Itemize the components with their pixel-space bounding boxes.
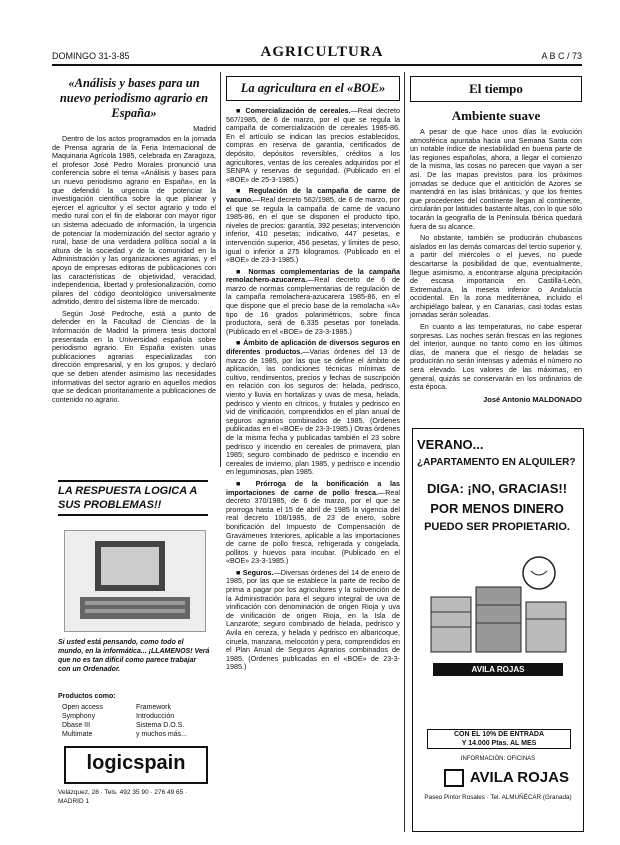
list-item: ■ Regulación de la campaña de carne de vacuno.—Real decreto 562/1985, de 6 de marzo, por el que se regula la campaña de carne de vacuno 1985-86, en el que se disponen el producto tipo, niveles de precios: garantía, 392 pesetas; intervención inferior, 410 pesetas; indicativo, 447 pesetas, e intervención superior, 456 pesetas, y límites de peso, igual o inferior a 275 kilogramos. (Publicado en el «BOE» de 23-3-1985.) (226, 186, 400, 265)
item-title: Seguros. (242, 567, 274, 577)
product-item: Symphony (62, 713, 96, 720)
item-title: Normas complementarias de la campaña remolachero-azucarera. (226, 266, 400, 285)
product-item: y muchos más... (136, 731, 187, 738)
products-right (136, 703, 210, 739)
building-illustration (421, 547, 575, 657)
boe-heading: La agricultura en el «BOE» (226, 76, 400, 101)
computer-image (64, 530, 206, 632)
column-rule (220, 72, 221, 467)
item-text: —Diversas órdenes del 14 de enero de 1985, por las que se establece la parte de recibo de prima a pagar por los agricultores y la subvención de la Administración para el seguro integral de uva de vinificación con denominación de origen Rioja y uva de vinificación de origen Rioja, en la Isla de Lanzarote; seguro combinado de helada, pedrisco y Avila en cereza, y helada y pedrisco en albaricoque, ciruela, manzana, melocotón y pera, comprendidos en el Plan Anual de Seguros Agrarios combinados de 1985. (Ordenes publicadas en el «BOE» de 23-3-1985.) (226, 567, 400, 672)
weather-body (410, 128, 582, 392)
item-title: Prórroga de la bonificación a las importaciones de carne de pollo fresca. (226, 478, 400, 497)
product-item: Open access (62, 704, 103, 711)
paragraph: No obstante, también se producirán chubascos aislados en las demás comarcas del tercio superior y, a partir del miércoles o el jueves, no puede descartarse la posibilidad de que, eventualmente, llegue asimismo, a encontrarse alguna precipitación de escasa importancia en Castilla-León, Extremadura, la meseta inferior o Andalucía occidental. En la zona mediterránea, incluido el archipiélago balear, y en Canarias, casi todas estas jornadas serán soleadas. (410, 233, 582, 320)
building-icon (421, 547, 575, 657)
article-body (52, 135, 216, 404)
column-rule (404, 72, 405, 832)
offer-box (427, 729, 571, 749)
paragraph: En cuanto a las temperaturas, no cabe esperar sorpresas. Las noches serán frescas en las regiones del interior, aunque no tanto como en los últimos días, de manera que el riesgo de heladas se producirán no serán intensas y además el número no será elevado. Los valores de las máximas, en general, quizás se conservarán en los ordinarios de esta época. (410, 322, 582, 392)
weather-section (410, 76, 582, 404)
ad-text: Si usted está pensando, como todo el mundo, en la informática... ¡LLAMENOS! Verá que no es tan difícil como parece trabajar con un Ordenador. (58, 639, 210, 673)
ad-banner: AVILA ROJAS (433, 663, 563, 676)
item-text: —Real decreto de 6 de marzo de normas complementarias de regulación de la campaña remolachera-azucarera 1985-86, en el que dispone que el precio base de la remolacha «A» tipo de 16 grados polarimétricos, sobre finca productora, será de 6.335 pesetas por tonelada. (Publicado en el «BOE» de 23-3-1985.) (226, 275, 400, 336)
paragraph: Según José Pedroche, está a punto de defender en la Facultad de Ciencias de la Información de Madrid la primera tesis doctoral presentada en la Universidad española sobre periodismo agrario. En España existen unas publicaciones agrarias especializadas con dirección empresarial, y en los grupos, y declaró que se deben atender asimismo las necesidades informativas del sector agrario en aquellos medios que se dedican prioritariamente a publicaciones de contenido no agrario. (52, 308, 216, 404)
dateline: Madrid (193, 124, 216, 133)
ad-avila-rojas (412, 428, 584, 832)
ad-headline: LA RESPUESTA LOGICA A SUS PROBLEMAS!! (58, 480, 208, 516)
brand-name: AVILA ROJAS (469, 769, 569, 786)
ad-line: VERANO... (417, 437, 484, 452)
issue-date: DOMINGO 31-3-85 (52, 51, 130, 61)
brand-logo: logicspain (64, 746, 208, 784)
paragraph: A pesar de que hace unos días la evolución atmosférica apuntaba hacia una Semana Santa con un notable índice de inestabilidad en buena parte de las regiones españolas, ahora, a llegar el comienzo de la misma, las cosas no parecen que vayan a ser así. De las mapas previstos para los próximos jornadas se deduce que el anticiclón de Azores se mantendrá en las islas británicas, y que los frentes que procedentes del continente llegan al continente, circularán por latitudes bastante altas, con lo que sólo tocarán la geografía de la Península Ibérica quedará fuera de su alcance. (410, 127, 582, 231)
product-item: Dbase III (62, 722, 91, 729)
list-item: ■ Prórroga de la bonificación a las importaciones de carne de pollo fresca.—Real decreto 370/1985, de 6 de marzo, por el que se prorroga hasta el 15 de abril de 1985 la vigencia del real decreto 108/1985, de 23 de enero, sobre bonificación del Impuesto de Compensación de Gravámenes Interiores, aplicable a las importaciones de carne de pollo fresca, refrigerada y congelada, pollitos y huevos para incubar. (Publicado en el «BOE» 23-3-1985.) (226, 478, 400, 566)
list-item: ■ Normas complementarias de la campaña remolachero-azucarera.—Real decreto de 6 de marzo de normas complementarias de regulación de la campaña remolachera-azucarera 1985-86, en el que dispone que el precio base de la remolacha «A» tipo de 16 grados polarimétricos, sobre finca productora, será de 6.335 pesetas por tonelada. (Publicado en el «BOE» de 23-3-1985.) (226, 266, 400, 336)
computer-icon (65, 531, 205, 631)
products-title: Productos como: (58, 693, 116, 700)
ad-line: POR MENOS DINERO (430, 501, 564, 516)
item-text: —Varias órdenes del 13 de marzo de 1985, por las que se define el ámbito de aplicación, las condiciones técnicas mínimas de cultivo, rendimientos, precios y fechas de suscripción en relación con los seguros de: helada, pedrisco, viento y lluvia en hortalizas y uvas de mesa, helada, pedrisco y viento en cítricos, y frutales y pedrisco en vid de vinificación, comprendidos en el plan anual de seguros agrarios combinados de 1985. (Ordenes publicadas en el «BOE» de 23-3-1985.) Otras órdenes de la misma fecha y publicadas también el 23 sobre pedrisco y incendio en cereales de primavera, plan 1985; seguro combinado de pedrisco e incendio en cereales de invierno, plan 1985, y pedrisco e incendio en leguminosas, plan 1985. (226, 347, 400, 477)
article-title: «Análisis y bases para un nuevo periodismo agrario en España» (59, 76, 209, 120)
item-text: —Real decreto 562/1985, de 6 de marzo, por el que se regula la campaña de carne de vacuno 1985-86, en el que se disponen el producto tipo, niveles de precios: garantía, 392 pesetas; intervención inferior, 410 pesetas; indicativo, 447 pesetas, e intervención superior, 456 pesetas, y límites de peso, igual o inferior a 275 kilogramos. (Publicado en el «BOE» de 23-3-1985.) (226, 194, 400, 265)
products-left (62, 703, 132, 739)
item-text: —Real decreto 567/1985, de 6 de marzo, por el que se regula la campaña de comercialización de cereales 1985-86. En el artículo se indican las precios establecidos, compras en reserva de garantía, certificados de depósito, depósitos reversibles, créditos a los agricultores, ventas de los cereales adquiridos por el SENPA y reservas de seguridad. (Publicado en el «BOE» de 25-3-1985.) (226, 106, 400, 184)
section-title: AGRICULTURA (260, 44, 384, 60)
ad-address: Velázquez, 28 · Tels. 492 35 90 · 276 49 65 · MADRID 1 (58, 789, 188, 805)
product-item: Introducción (136, 713, 175, 720)
item-text: —Real decreto 370/1985, de 6 de marzo, por el que se prorroga hasta el 15 de abril de 1985 la vigencia del real decreto 108/1985, de 23 de enero, sobre bonificación del Impuesto de Compensación de Gravámenes Interiores, aplicable a las importaciones de carne de pollo fresca, refrigerada y congelada, pollitos y huevos para incubar. (Publicado en el «BOE» 23-3-1985.) (226, 487, 400, 566)
page-header (52, 44, 582, 66)
boe-section (226, 76, 400, 675)
article-periodismo (52, 76, 216, 407)
ad-brand (427, 769, 569, 787)
list-item: ■ Ámbito de aplicación de diversos seguros en diferentes productos.—Varias órdenes del 13 de marzo de 1985, por las que se define el ámbito de aplicación, las condiciones técnicas mínimas de cultivo, rendimientos, precios y fechas de suscripción en relación con los seguros de: helada, pedrisco, viento y lluvia en hortalizas y uvas de mesa, helada, pedrisco y viento en cítricos, y frutales y pedrisco en vid de vinificación, comprendidos en el plan anual de seguros agrarios combinados de 1985. (Ordenes publicadas en el «BOE» de 23-3-1985.) Otras órdenes de la misma fecha y publicadas también el 23 sobre pedrisco y incendio en cereales de primavera, plan 1985; seguro combinado de pedrisco e incendio en cereales de invierno, plan 1985, y pedrisco e incendio en leguminosas, plan 1985. (226, 338, 400, 477)
product-item: Sistema D.O.S. (136, 722, 185, 729)
ad-line: ¿APARTAMENTO EN ALQUILER? (417, 457, 576, 468)
weather-heading: El tiempo (410, 76, 582, 102)
ad-line: PUEDO SER PROPIETARIO. (424, 521, 570, 533)
logo-icon (444, 769, 464, 787)
author: José Antonio MALDONADO (483, 394, 582, 404)
product-item: Framework (136, 704, 172, 711)
ad-logicspain (52, 470, 216, 830)
paragraph: Dentro de los actos programados en la jornada de Prensa agraria de la Feria Internacional de Maquinaria Agrícola 1985, celebrada en Zaragoza, el profesor José Pedro Morales pronunció una conferencia sobre el tema «Análisis y bases para un nuevo periodismo agrario en España», en la que defendió la urgencia de potenciar la investigación científica sobre la que planear y ejercer el agricultor y el sector agrario y todo el medio rural con el fin de elaborar con mayor rigor un sistema adecuado de información, la urgencia de potenciar la modernización del sector agrario y rural, base de una verdadera política social a la altura de la sociedad y de la comunidad en la Administración y las organizaciones agrarias, y el apoyo de empresas editoras de publicaciones con las características de objetividad, veracidad, independencia, libertad y profesionalización, como pilares del código deontológico universalmente admitido, dentro del sistema libre de mercado. (52, 134, 216, 307)
boe-list (226, 107, 400, 672)
item-title: Comercialización de cereales. (245, 106, 351, 115)
ad-line: DIGA: ¡NO, GRACIAS!! (426, 481, 568, 496)
ad-info: INFORMACIÓN: OFICINAS (460, 756, 536, 762)
offer-line: Y 14.000 Ptas. AL MES (461, 740, 537, 747)
product-item: Multimate (62, 731, 93, 738)
page-number: A B C / 73 (541, 51, 582, 61)
list-item: ■ Seguros.—Diversas órdenes del 14 de enero de 1985, por las que se establece la parte de recibo de prima a pagar por los agricultores y la subvención de la Administración para el seguro integral de uva de vinificación con denominación de origen Rioja y uva de vinificación de origen Rioja, en la Isla de Lanzarote; seguro combinado de helada, pedrisco y Avila en cereza, y helada y pedrisco en albaricoque, ciruela, manzana, melocotón y pera, comprendidos en el Plan Anual de Seguros Agrarios combinados de 1985. (Ordenes publicadas en el «BOE» de 23-3-1985.) (226, 567, 400, 672)
item-title: Regulación de la campaña de carne de vacuno. (226, 186, 400, 204)
offer-line: CON EL 10% DE ENTRADA (453, 731, 545, 738)
ad-address: Paseo Pintor Rosales · Tel. ALMUÑÉCAR (Granada) (424, 794, 572, 801)
weather-subtitle: Ambiente suave (451, 108, 541, 123)
item-title: Ámbito de aplicación de diversos seguros en diferentes productos. (226, 338, 400, 357)
list-item: ■ Comercialización de cereales.—Real decreto 567/1985, de 6 de marzo, por el que se regula la campaña de comercialización de cereales 1985-86. En el artículo se indican las precios establecidos, compras en reserva de garantía, certificados de depósito, depósitos reversibles, créditos a los agricultores, ventas de los cereales adquiridos por el SENPA y reservas de seguridad. (Publicado en el «BOE» de 25-3-1985.) (226, 106, 400, 184)
